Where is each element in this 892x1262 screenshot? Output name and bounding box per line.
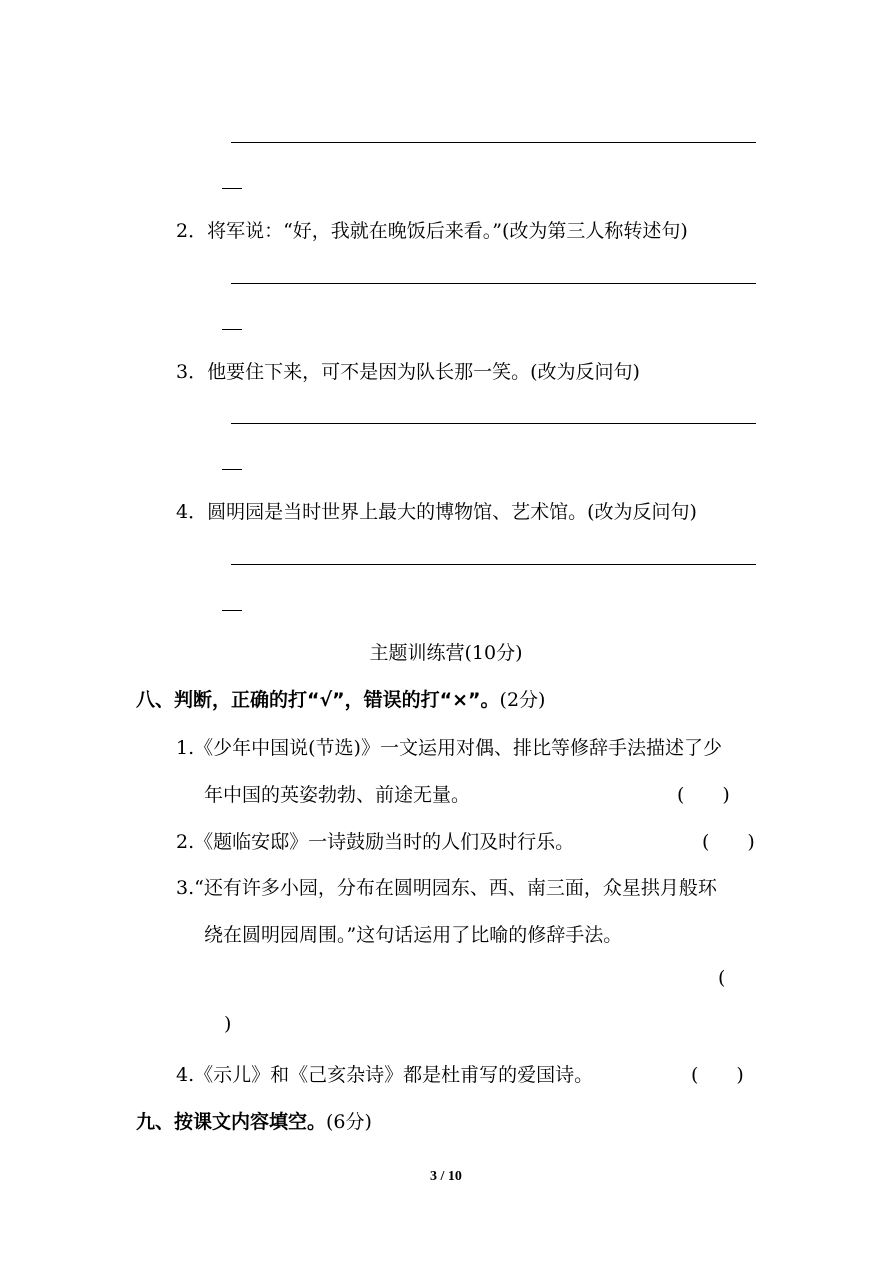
answer-line[interactable] xyxy=(231,564,756,565)
rewrite-item-3 xyxy=(176,357,640,384)
rewrite-item-2 xyxy=(176,216,688,243)
page-number: 3 / 10 xyxy=(430,1169,462,1184)
answer-paren-open[interactable]: ( xyxy=(718,967,726,989)
judge-item-1-line1: 1.《少年中国说(节选)》一文运用对偶、排比等修辞手法描述了少 xyxy=(176,737,722,759)
judge-item-3-line1: 3.“还有许多小园，分布在圆明园东、西、南三面，众星拱月般环 xyxy=(176,877,717,899)
rewrite-item-4 xyxy=(176,497,697,524)
heading-points: (6分) xyxy=(326,1111,372,1133)
answer-paren[interactable]: ( ) xyxy=(691,1064,744,1086)
answer-line-tail xyxy=(222,610,242,611)
answer-paren[interactable]: ( ) xyxy=(702,831,755,853)
answer-line-tail xyxy=(222,188,242,189)
judge-item-4: 4.《示儿》和《己亥杂诗》都是杜甫写的爱国诗。 xyxy=(176,1064,594,1086)
answer-line xyxy=(231,142,756,143)
section-heading-judge xyxy=(136,685,545,712)
answer-line[interactable] xyxy=(231,423,756,424)
answer-paren[interactable]: ( ) xyxy=(677,784,730,806)
item-number: 4． xyxy=(176,501,208,523)
item-text: 圆明园是当时世界上最大的博物馆、艺术馆。(改为反问句) xyxy=(207,501,697,523)
answer-line[interactable] xyxy=(231,283,756,284)
judge-item-2: 2.《题临安邸》一诗鼓励当时的人们及时行乐。 xyxy=(176,831,575,853)
item-number: 2． xyxy=(176,220,208,242)
answer-line-tail xyxy=(222,329,242,330)
section-title: 主题训练营(10分) xyxy=(369,642,523,664)
item-text: 他要住下来，可不是因为队长那一笑。(改为反问句) xyxy=(207,361,640,383)
section-heading-fill xyxy=(136,1107,372,1134)
answer-line-tail xyxy=(222,469,242,470)
heading-points: (2分) xyxy=(499,689,546,711)
judge-item-1-line2: 年中国的英姿勃勃、前途无量。 xyxy=(204,784,471,806)
item-number: 3． xyxy=(176,361,208,383)
item-text: 将军说：“好，我就在晚饭后来看。”(改为第三人称转述句) xyxy=(207,220,688,242)
judge-item-3-line2: 绕在圆明园周围。”这句话运用了比喻的修辞手法。 xyxy=(204,924,623,946)
answer-paren-close: ) xyxy=(224,1013,232,1035)
heading-text: 九、按课文内容填空。 xyxy=(136,1111,327,1133)
heading-text: 八、判断，正确的打“√”，错误的打“×”。 xyxy=(136,689,500,711)
